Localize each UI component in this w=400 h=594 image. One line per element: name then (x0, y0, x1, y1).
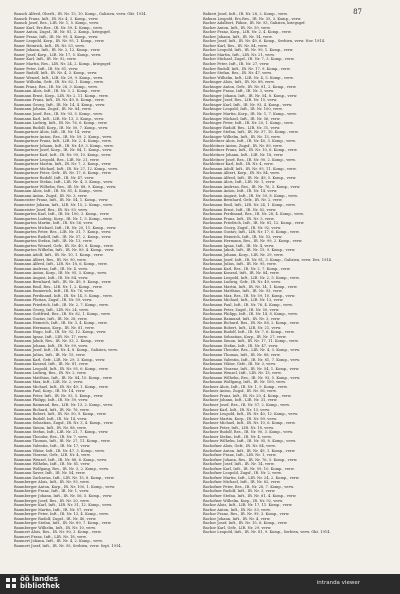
list-entry: Baumeister Josef, Res., IR. Nr. 93, verw. (14, 207, 89, 212)
list-entry: Bauer Josef, Korp., LIR. Nr. 17, 5. Komp., verw. (14, 52, 102, 57)
list-entry: Bauer Wilhelm, Gefr., IR. Nr. 82, 1. Komp., verw. (14, 80, 104, 85)
list-entry: Bachner Johann, Inft., LIR. Nr. 31, verw. (203, 398, 278, 403)
list-entry: Baumert Josef, Inft., IR. Nr. 95, Serbien, verw. Sept. 1914. (14, 543, 122, 548)
list-entry: Baumann Alfred, Inft., LIR. Nr. 18, 6. Komp., verw. (14, 262, 108, 267)
list-entry: Baumann Josef, Res., IR. Nr. 93, 5. Komp., verw. (14, 112, 103, 117)
list-entry: Baumgarten Michael, Inft., IR. Nr. 20, 11. Komp., verw. (14, 225, 117, 230)
list-entry: Bachinger Josef, Res., LIR. Nr. 15, verw. (203, 98, 278, 103)
list-entry: Baumeister Johann, Inft., LIR. Nr. 15, 2. Komp., verw. (14, 202, 113, 207)
list-entry: Bacher Stefan, Res., IR. Nr. 47, verw. (203, 71, 273, 76)
list-entry: Bachinger Johann, Inft., IR. Nr. 54, 8. Komp., verw. (203, 93, 298, 98)
list-entry: Baumann Vinzenz, Gefr., LIR. Nr. 4, verw. (14, 453, 91, 458)
list-entry: Baumann Paul, Korp., IR. Nr. 14, verw. (14, 389, 86, 394)
list-entry: Bachmann August, Inft., IR. Nr. 59, 8. Komp., verw. (203, 193, 298, 198)
list-entry: Bachor Johann, Inft., IR. Nr. 4, verw. (203, 516, 271, 521)
list-entry: Bachmann Alfred, Inft., IR. Nr. 49, 5. Komp., verw. (203, 175, 297, 180)
list-entry: Bachleitner Karl, Inft., IR. Nr. 4, verw. (203, 162, 274, 167)
list-entry: Baumann Konrad, Inft., IR. Nr. 81, verw. (14, 362, 89, 367)
list-entry: Baumgartner Anton, Res., IR. Nr. 59, 2. Komp., verw. (14, 134, 113, 139)
list-entry: Baumann Adolf, Inft., IR. Nr. 10, 1. Komp., verw. (14, 252, 104, 257)
list-entry: Bachmann Max, Res., IR. Nr. 59, 10. Komp., verw. (203, 293, 296, 298)
list-entry: Bachinger Martin, Korp., IR. Nr. 1, 7. Komp., verw. (203, 112, 297, 117)
list-entry: Bachmann Ernst, Inft., IR. Nr. 82, verw. (203, 207, 277, 212)
list-entry: Baumann Viktor, Inft., IR. Nr. 47, 3. Komp., verw. (14, 448, 105, 453)
list-entry: Baumberger Anton, Korp., IR. Nr. 100, 1. Komp., verw. (14, 484, 116, 489)
library-logo[interactable] (6, 576, 60, 590)
list-entry: Bachner Peter, Inft., LIR. Nr. 18, verw. (203, 425, 275, 430)
list-entry: Baumberger Rudolf, Zugsf., IR. Nr. 40, verw. (14, 516, 97, 521)
list-entry: Bachmann Gustav, Inft., LIR. Nr. 17, 6. Komp., verw. (203, 230, 300, 235)
list-entry: Bachor Karl, Gefr., LIR. Nr. 29, verw. (203, 525, 272, 530)
list-entry: Bachmann Bernhard, Gefr., IR. Nr. 2, verw. (203, 198, 283, 203)
list-entry: Bachner Josef, Res., IR. Nr. 57, 2. Komp., verw. (203, 403, 291, 408)
list-entry: Bauer Leopold, Korp., IR. Nr. 95, 1. Komp., verw. (14, 39, 105, 44)
list-entry: Baumann Anton, Korp., IR. Nr. 95, 3. Komp., verw. (14, 271, 108, 276)
list-entry: Baumann Richard, Inft., IR. Nr. 76, verw. (14, 407, 90, 412)
list-entry: Bauer Heinrich, Inft., IR. Nr. 53, verw. (14, 43, 85, 48)
list-entry: Baumberger Karl, Inft., LIR. Nr. 31, 12. Komp., verw. (14, 503, 113, 508)
list-entry: Baumann Hugo, Inft., IR. Nr. 92, 12. Komp., verw. (14, 330, 107, 335)
list-entry: Babieri Josef, Inft., IR. Nr. 28, 2. Komp., verw. (203, 12, 288, 16)
list-entry: Bacher Adalbert, Fähnr., IR. Nr. 93, Galizien, kriegsgef. (203, 21, 306, 26)
list-entry: Bachmann Raimund, Inft., IR. Nr. 3, verw. (203, 316, 281, 321)
list-entry: Baumgartner Josef, Korp., IR. Nr. 84, 1. Komp., verw. (14, 148, 113, 153)
list-entry: Bachmann Vinzenz, Inft., IR. Nr. 54, 1. Komp., verw. (203, 366, 300, 371)
list-entry: Baumann August, Inft., IR. Nr. 84, verw. (14, 275, 89, 280)
list-entry: Bachleitner Franz, Inft., IR. Nr. 10, 6. Komp., verw. (203, 148, 298, 153)
logo-line-1: öö landes (20, 575, 59, 583)
list-entry: Bachinger Stefan, Inft., IR. Nr. 57, 10. Komp., verw. (203, 130, 299, 135)
list-entry: Bachofner Martin, Inft., LIR. Nr. 24, 2. Komp., verw. (203, 475, 300, 480)
list-entry: Bachmann Albert, Korp., IR. Nr. 84, verw. (203, 171, 280, 176)
list-entry: Baumberger Martin, Inft., IR. Nr. 57, verw. (14, 507, 94, 512)
list-entry: Baumann Gustav, Inft., IR. Nr. 28, verw. (14, 316, 88, 321)
list-entry: Baumann Florian, Zugsf., IR. Nr. 59, verw. (14, 298, 93, 303)
list-entry: Bachleitner Josef, Res., IR. Nr. 90, 2. Komp., verw. (203, 157, 296, 162)
list-entry: Baumgartner Stefan, Inft., LIR. Nr. 4, 3. Komp., verw. (14, 180, 114, 185)
list-entry: Bachmann Julius, Inft., IR. Nr. 95, verw. (203, 262, 277, 267)
list-entry: Baumann Ernst, Korp., LIR. Nr. 2, 11. Komp., verw. (14, 93, 109, 98)
list-entry: Bachmann Stefan, Inft., IR. Nr. 47, verw. (203, 343, 279, 348)
list-entry: Baumgartner Rudolf, Inft., IR. Nr. 47, verw. (14, 175, 95, 180)
list-entry: Bachofner Leopold, Zugsf., IR. Nr. 2, verw. (203, 471, 282, 476)
list-entry: Bacher Karl, Res., IR. Nr. 84, verw. (203, 43, 268, 48)
list-entry: Bachofner Franz, Inft., LIR. Nr. 1, verw. (203, 453, 277, 458)
page-number: 87 (353, 8, 362, 16)
list-entry: Bachner Leopold, Inft., IR. Nr. 40, 12. Komp., verw. (203, 412, 299, 417)
list-entry: Bacher Wilhelm, Inft., LIR. Nr. 4, 5. Komp., verw. (203, 75, 294, 80)
list-entry: Bachleitner Alois, Inft., IR. Nr. 40, 3. Komp., verw. (203, 139, 297, 144)
list-entry: Bauer Karl, Inft., IR. Nr. 92, verw. (14, 57, 77, 62)
list-entry: Baumann Stefan, Inft., LIR. Nr. 21, 7. Komp., verw. (14, 430, 109, 435)
list-entry: Bacher Josef, Inft., IR. Nr. 49, 6. Komp., Serbien, verw. Nov. 1914. (203, 39, 326, 44)
list-entry: Bacher Michael, Zugsf., IR. Nr. 7, 3. Komp., verw. (203, 57, 295, 62)
list-entry: Bachmann Thomas, Inft., IR. Nr. 88, verw. (203, 353, 281, 358)
list-entry: Baumann Georg, Inft., IR. Nr. 14, 4. Komp., verw. (14, 102, 106, 107)
list-entry: Baumann Robert, Inft., IR. Nr. 50, 9. Komp., verw. (14, 412, 107, 417)
list-entry: Bachmann Valentin, Inft., IR. Nr. 81, 7. Komp., verw. (203, 357, 301, 362)
list-entry: Bachmann Michael, Inft., LIR. Nr. 13, verw. (203, 298, 284, 303)
list-entry: Bachmann Richard, Res., IR. Nr. 88, 2. Komp., verw. (203, 321, 300, 326)
list-entry: Baum Franz, Res., IR. Nr. 28, 3. Komp., verw. (14, 84, 98, 89)
list-entry: Bachmann Wilhelm, Res., IR. Nr. 93, 5. Komp., verw. (203, 375, 301, 380)
list-entry: Bachmann Josef, Inft., IR. Nr. 81, 3. Komp., Galizien, verw. Dez. 1914. (203, 257, 333, 262)
list-entry: Baumann Alois, Inft., IR. Nr. 3, 2. Komp., verw. (14, 89, 101, 94)
list-entry: Bachmann Sebastian, Korp., IR. Nr. 27, verw. (203, 334, 287, 339)
list-entry: Baumann Andreas, Inft., IR. Nr. 4, verw. (14, 266, 89, 271)
list-entry: Baumann Gottfried, Res., IR. Nr. 82, 1. Komp., verw. (14, 312, 111, 317)
list-entry: Bachleitner Johann, Inft., LIR. Nr. 18, verw. (203, 152, 284, 157)
list-entry: Bachmann Adolf, Inft., IR. Nr. 95, 11. Komp., verw. (203, 166, 297, 171)
list-entry: Bacher Martin, Inft., LIR. Nr. 21, verw. (203, 52, 275, 57)
right-column (203, 12, 383, 535)
list-entry: Bachmann Johann, Korp., LIR. Nr. 29, verw. (203, 252, 284, 257)
list-entry: Baumberger Alois, Inft., IR. Nr. 93, verw. (14, 480, 90, 485)
list-entry: Baumann Karl, Inft., LIR. Nr. 13, 3. Komp., verw. (14, 116, 105, 121)
logo-line-2: bibliothek (20, 582, 60, 590)
list-entry: Bachofner Stefan, Inft., IR. Nr. 81, 4. Komp., verw. (203, 493, 297, 498)
list-entry: Baumann Julius, Inft., IR. Nr. 15, verw. (14, 353, 86, 358)
list-entry: Bachofner Rudolf, Inft., IR. Nr. 3, verw. (203, 489, 276, 494)
list-entry: Bachofner Alois, Gefr., IR. Nr. 84, verw. (203, 443, 276, 448)
list-entry: Baumann Friedrich, Inft., IR. Nr. 2, 7. Komp., verw. (14, 303, 109, 307)
list-entry: Bachinger Alois, Inft., IR. Nr. 88, verw. (203, 80, 275, 85)
list-entry: Baumann Jakob, Res., IR. Nr. 53, 2. Komp., verw. (14, 339, 105, 344)
list-entry: Bachmann Martin, Inft., IR. Nr. 14, 1. Komp., verw. (203, 284, 298, 289)
list-entry: Bachinger Michael, Inft., IR. Nr. 56, verw. (203, 116, 281, 121)
list-entry: Baumann Georg, Inft., LIR. Nr. 24, verw. (14, 307, 89, 312)
viewer-footer (0, 574, 400, 594)
list-entry: Bachmann Karl, Res., IR. Nr. 2, 7. Komp., verw. (203, 266, 291, 271)
list-entry: Bachmann Philipp, Inft., IR. Nr. 14, 8. Komp., verw. (203, 312, 298, 317)
list-entry: Bachinger Leopold, Inft., IR. Nr. 100, verw. (203, 107, 283, 112)
list-entry: Bachner Martin, Korp., IR. Nr. 89, verw. (203, 416, 278, 421)
list-entry: Baumann Ludwig, Inft., IR. Nr. 76, 6. Komp., verw. (14, 121, 108, 126)
list-entry: Baumann Theodor, Res., IR. Nr. 7, verw. (14, 434, 88, 439)
list-entry: Baumann Anton, Zugsf., IR. Nr. 3, verw. (14, 193, 88, 198)
list-entry: Bacher Franz, Korp., LIR. Nr. 2, 4. Komp., verw. (203, 30, 292, 35)
list-entry: Bachmann Andreas, Res., IR. Nr. 76, 3. Komp., verw. (203, 184, 301, 189)
list-entry: Bachinger Rudolf, Res., LIR. Nr. 31, verw. (203, 125, 281, 130)
list-entry: Bachofner Johann, Res., IR. Nr. 76, 5. Komp., verw. (203, 457, 298, 462)
list-entry: Bachofner Wilhelm, Korp., IR. Nr. 92, verw. (203, 498, 284, 503)
list-entry: Bachmann Franz, Inft., IR. Nr. 3, verw. (203, 216, 275, 221)
list-entry: Baumann Ignaz, Inft., LIR. Nr. 17, verw. (14, 334, 88, 339)
list-entry: Bachmann Emil, Inft., LIR. Nr. 24, 1. Komp., verw. (203, 202, 296, 207)
list-entry: Bachmann Simon, Inft., IR. Nr. 17, 11. Komp., verw. (203, 339, 299, 344)
library-logo-icon (6, 578, 17, 589)
list-entry: Baumann Thomas, Inft., IR. Nr. 27, 11. Komp., verw. (14, 439, 111, 444)
list-entry: Bachmann Theodor, Res., LIR. Nr. 4, 3. Komp., verw. (203, 348, 301, 353)
list-entry: Baumgartner Karl, Inft., IR. Nr. 99, 10. Komp., verw. (14, 152, 112, 157)
list-entry: Bachor Josef, Inft., IR. Nr. 15, 6. Komp., verw. (203, 521, 288, 526)
list-entry: Bachmann Wolfgang, Inft., IR. Nr. 100, verw. (203, 380, 286, 385)
list-entry: Bachner Karl, Inft., IR. Nr. 13, verw. (203, 407, 271, 412)
list-entry: Bachor Leopold, Inft., IR. Nr. 81, 9. Komp., Serbien, verw. Okt. 1914. (203, 530, 331, 535)
list-entry: Bachofner Anton, Inft., IR. Nr. 49, 1. Komp., verw. (203, 448, 296, 453)
list-entry: Bachmann Rudolf, Inft., IR. Nr. 7, 6. Komp., verw. (203, 330, 295, 335)
list-entry: Bachmann Georg, Zugsf., IR. Nr. 92, verw. (203, 225, 282, 230)
list-entry: Bachmann Ignaz, Inft., IR. Nr. 4, verw. (203, 243, 275, 248)
viewer-label: intranda viewer (316, 580, 360, 586)
list-entry: Bachner Franz, Inft., IR. Nr. 20, 4. Komp., verw. (203, 393, 292, 398)
list-entry: Baumert Johann, Inft., IR. Nr. 4, 2. Komp., verw. (14, 539, 104, 544)
list-entry: Bachor Anton, Inft., IR. Nr. 53, verw. (203, 507, 271, 512)
list-entry: Baumberger Peter, Inft., IR. Nr. 13, 4. Komp., verw. (14, 512, 109, 517)
list-entry: Baumann Ludwig, Res., IR. Nr. 2, verw. (14, 371, 87, 376)
list-entry: Bachinger Franz, Inft., IR. Nr. 3, verw. (203, 89, 275, 94)
list-entry: Baumgartner Johann, Inft., IR. Nr. 49, 3. Komp., verw. (14, 143, 114, 148)
list-entry: Bachmann Konrad, Inft., IR. Nr. 84, verw. (203, 271, 280, 276)
list-entry: Baumann Raimund, Res., LIR. Nr. 13, 2. Komp., verw. (14, 403, 114, 408)
list-entry: Bachor Alois, Inft., LIR. Nr. 17, 11. Komp., verw. (203, 503, 293, 508)
list-entry: Bachmann Robert, Inft., LIR. Nr. 21, verw. (203, 325, 282, 330)
list-entry: Baumann Rudolf, Inft., IR. Nr. 14, verw. (14, 416, 88, 421)
list-entry: Baumgarten Rudolf, Inft., IR. Nr. 57, 2. Komp., verw. (14, 234, 112, 239)
list-entry: Baumann Alois, Inft., IR. Nr. 81, 4. Komp., verw. (14, 189, 103, 194)
list-entry: Baumann Simon, Inft., IR. Nr. 88, verw. (14, 425, 87, 430)
list-entry: Baumann Karl, Gefr., LIR. Nr. 29, 3. Komp., verw. (14, 357, 106, 362)
list-entry: Bauer Martin, Res., LIR. Nr. 24, 2. Komp., kriegsgef. (14, 62, 112, 67)
list-entry: Baumann Xaver, Inft., IR. Nr. 54, verw. (14, 471, 86, 476)
list-entry: Baumberger Wilhelm, Inft., IR. Nr. 10, verw. (14, 525, 96, 530)
list-entry: Baumeister Franz, Inft., IR. Nr. 54, 1. Komp., verw. (14, 198, 109, 203)
list-entry: Baumgartner Leopold, Res., LIR. Nr. 21, verw. (14, 157, 100, 162)
list-entry: Bachmann Matthias, Inft., IR. Nr. 93, verw. (203, 289, 283, 294)
list-entry: Bachor Franz, Res., IR. Nr. 99, 3. Komp., verw. (203, 512, 290, 517)
list-entry: Baumann Emil, Res., LIR. Nr. 1, 2. Komp., verw. (14, 284, 103, 289)
list-entry: Baumann Leopold, Inft., IR. Nr. 95, 6. Komp., verw. (14, 366, 109, 371)
list-entry: Baumgarten Martin, Inft., IR. Nr. 56, verw. (14, 221, 94, 226)
list-entry: Bachner Rudolf, Res., IR. Nr. 90, 3. Komp., verw. (203, 430, 294, 435)
list-entry: Bauer Peter, Inft., IR. Nr. 81, verw. (14, 66, 79, 71)
list-entry: Bacher Anton, Inft., IR. Nr. 59, verw. (203, 25, 271, 30)
list-entry: Baumgartner Martin, Inft., IR. Nr. 7, 2. Komp., verw. (14, 162, 112, 167)
list-entry: Bachleitner Anton, Zugsf., IR. Nr. 89, verw. (203, 143, 283, 148)
left-column (14, 12, 194, 549)
list-entry: Bachofner Peter, Res., IR. Nr. 28, 7. Komp., verw. (203, 484, 295, 489)
list-entry: Baumberger Josef, Res., IR. Nr. 20, verw. (14, 498, 90, 503)
list-entry: Baumann Peter, Inft., IR. Nr. 93, 5. Komp., verw. (14, 393, 104, 398)
list-entry: Baumgartner Alois, Inft., IR. Nr. 14, verw. (14, 130, 92, 135)
list-entry: Baumann Ferdinand, Inft., IR. Nr. 14, 5. Komp., verw. (14, 293, 113, 298)
list-entry: Baumann Emmerich, Inft., IR. Nr. 76, verw. (14, 289, 95, 294)
list-entry: Baumann Bernhard, Inft., IR. Nr. 49, 9. Komp., verw. (14, 280, 112, 285)
list-entry: Babura Leopold, Ers.Res., IR. Nr. 35, 3. Komp., verw. (203, 16, 302, 21)
list-entry: Bachner Anton, Zugsf., IR. Nr. 56, verw. (203, 389, 277, 394)
list-entry: Bauer Karl, Ers.Res., IR. Nr. 59, 4. Komp., verw. (14, 25, 103, 30)
list-entry: Baumann Albert, Res., IR. Nr. 90, verw. (14, 257, 87, 262)
list-entry: Baumann Matthias, Inft., IR. Nr. 84, 10. Komp., verw. (14, 375, 113, 380)
list-entry: Baumgarten Wenzel, Gefr., IR. Nr. 40, 8. Komp., verw. (14, 243, 114, 248)
list-entry: Baumgarten Stefan, Inft., IR. Nr. 13, verw. (14, 239, 93, 244)
list-entry: Bausch Franz, Inft., IR. Nr. 4, 3. Komp., verw. (14, 16, 99, 21)
list-entry: Bachmann Wenzel, Inft., LIR. Nr. 15, verw. (203, 371, 282, 376)
list-entry: Bacher Peter, Inft., IR. Nr. 27, verw. (203, 62, 270, 67)
list-entry: Bacher Rudolf, Inft., IR. Nr. 17, 9. Komp., verw. (203, 66, 291, 71)
list-entry: Baumann Wolfgang, Res., IR. Nr. 3, 2. Komp., verw. (14, 466, 110, 471)
list-entry: Bachmann Ludwig, Gefr., IR. Nr. 49, verw. (203, 280, 282, 285)
list-entry: Bachinger Peter, Inft., IR. Nr. 20, 1. Komp., verw. (203, 121, 294, 126)
list-entry: Baumann Rudolf, Korp., IR. Nr. 50, 7. Komp., verw. (14, 125, 109, 130)
list-entry: Baumgartner Peter, Gefr., IR. Nr. 17, 6. Komp., verw. (14, 171, 112, 176)
list-entry: Baumgartner Michael, Inft., IR. Nr. 27, 12. Komp., verw. (14, 166, 119, 171)
library-logo-text (20, 576, 60, 590)
list-entry: Bauer Johann, Inft., IR. Nr. 2, 12. Komp., verw. (14, 48, 101, 53)
list-entry: Baumann Zacharias, Inft., LIR. Nr. 15, 8. Komp., verw. (14, 475, 115, 480)
list-entry: Baumert Franz, Inft., LIR. Nr. 18, verw. (14, 534, 87, 539)
list-entry: Baumgarten Ludwig, Korp., IR. Nr. 1, 5. Komp., verw. (14, 216, 113, 221)
list-entry: Baumgartner Wilhelm, Res., IR. Nr. 88, 9. Komp., verw. (14, 184, 117, 189)
list-entry: Bachner Alois, Inft., IR. Nr. 1, 9. Komp., verw. (203, 384, 288, 389)
list-entry: Baumann Josef, Inft., IR. Nr. 4, 8. Komp., Galizien, verw. (14, 348, 118, 353)
list-entry: Baumann Hermann, Korp., IR. Nr. 81, verw. (14, 325, 95, 330)
list-entry: Bachmann Jakob, Inft., IR. Nr. 15, 9. Komp., verw. (203, 248, 296, 253)
list-entry: Bauer Franz, Inft., IR. Nr. 99, 4. Komp., verw. (14, 34, 99, 39)
list-entry: Baumgarten Karl, Inft., IR. Nr. 100, 3. Komp., verw. (14, 212, 110, 217)
list-entry: Baumgartner Franz, Inft., LIR. Nr. 2, 4. Komp., verw. (14, 139, 112, 144)
list-entry: Baumann Johann, Zugsf., IR. Nr. 84, verw. (14, 107, 92, 112)
list-entry: Bauer Anton, Zugsf., IR. Nr. 81, 2. Komp., kriegsgef. (14, 30, 111, 35)
list-entry: Baumann Wilhelm, Inft., IR. Nr. 81, verw. (14, 462, 91, 467)
list-entry: Bachmann Friedrich, Inft., IR. Nr. 81, 12. Komp., verw. (203, 221, 305, 226)
list-entry: Baumgarten Wilhelm, Inft., IR. Nr. 89, 4. Komp., verw. (14, 248, 115, 253)
list-entry: Bacher Leopold, Inft., IR. Nr. 99, 1. Komp., verw. (203, 48, 294, 53)
list-entry: Baumann Johann, Inft., IR. Nr. 99, verw. (14, 343, 89, 348)
list-entry: Bachinger Wilhelm, Inft., IR. Nr. 13, verw. (203, 134, 281, 139)
list-entry: Bausch Josef, Res., LIR. Nr. 1, 5. Komp., verw. (14, 21, 100, 26)
list-entry: Baumert Alois, Res., IR. Nr. 90, 3. Komp., verw. (14, 530, 102, 535)
list-entry: Bauer Wenzel, Inft., LIR. Nr. 29, 9. Komp., verw. (14, 75, 104, 80)
list-entry: Baumgarten Peter, Res., LIR. Nr. 31, 7. Komp., verw. (14, 230, 112, 235)
list-entry: Baumann Max, Inft., LIR. Nr. 2, verw. (14, 380, 84, 385)
list-entry: Bachner Stefan, Inft., IR. Nr. 4, verw. (203, 434, 272, 439)
list-entry: Bauer Rudolf, Inft., IR. Nr. 4, 3. Komp., verw. (14, 71, 98, 76)
list-entry: Bachmann Paul, Inft., IR. Nr. 76, 4. Komp., verw. (203, 303, 293, 307)
list-entry: Baumberger Franz, Inft., IR. Nr. 1, verw. (14, 489, 90, 494)
list-entry: Bachner Wilhelm, Inft., IR. Nr. 95, 8. Komp., verw. (203, 439, 297, 444)
list-entry: Baumann Philipp, Inft., IR. Nr. 59, verw. (14, 398, 89, 403)
list-entry: Bachinger Karl, Inft., IR. Nr. 93, 4. Komp., verw. (203, 102, 293, 107)
list-entry: Bachmann Ferdinand, Res., IR. Nr. 28, 4. Komp., verw. (203, 212, 304, 217)
list-entry: Baumberger Johann, Inft., IR. Nr. 56, 5. Komp., verw. (14, 493, 113, 498)
list-entry: Baumann Franz, Inft., IR. Nr. 49, 8. Komp., verw. (14, 98, 105, 103)
list-entry: Bachinger Anton, Gefr., IR. Nr. 81, 2. Komp., verw. (203, 84, 297, 89)
list-entry: Baumann Heinrich, Inft., IR. Nr. 3, 4. Komp., verw. (14, 321, 108, 326)
list-entry: Baumann Michael, Inft., IR. Nr. 49, 1. Komp., verw. (14, 384, 109, 389)
list-entry: Bausch Alfred, Oberlt., IR. Nr. 15, 10. Komp., Galizien, verw. Okt. 1914. (14, 12, 147, 16)
list-entry: Baumann Wenzel, Inft., IR. Nr. 88, 6. Komp., verw. (14, 457, 108, 462)
list-entry: Bachmann Alois, Inft., LIR. Nr. 1, verw. (203, 180, 276, 185)
list-entry: Bachmann Peter, Zugsf., IR. Nr. 50, verw. (203, 307, 280, 312)
list-entry: Bachmann Anton, Inft., IR. Nr. 14, verw. (203, 189, 278, 194)
list-entry: Baumann Sebastian, Zugsf., IR. Nr. 3, 4. Komp., verw. (14, 421, 114, 426)
list-entry: Bachmann Heinrich, Inft., IR. Nr. 53, verw. (203, 234, 283, 239)
list-entry: Bachmann Leopold, Inft., LIR. Nr. 2, 5. Komp., verw. (203, 275, 300, 280)
list-entry: Bachmann Hermann, Res., IR. Nr. 99, 2. Komp., verw. (203, 239, 303, 244)
list-entry: Bachmann Viktor, Gefr., IR. Nr. 3, verw. (203, 362, 277, 367)
list-entry: Bachofner Karl, Inft., IR. Nr. 59, 10. Komp., verw. (203, 466, 295, 471)
list-entry: Bachner Michael, Inft., IR. Nr. 10, 6. Komp., verw. (203, 421, 296, 426)
list-entry: Bachofner Josef, Inft., IR. Nr. 14, verw. (203, 462, 275, 467)
list-entry: Baumann Valentin, Inft., IR. Nr. 17, verw. (14, 443, 91, 448)
list-entry: Baumberger Stefan, Inft., IR. Nr. 89, 7. Komp., verw. (14, 521, 112, 526)
list-entry: Bacher Johann, Inft., IR. Nr. 14, verw. (203, 34, 273, 39)
list-entry: Bachofner Michael, Inft., IR. Nr. 82, verw. (203, 480, 281, 485)
